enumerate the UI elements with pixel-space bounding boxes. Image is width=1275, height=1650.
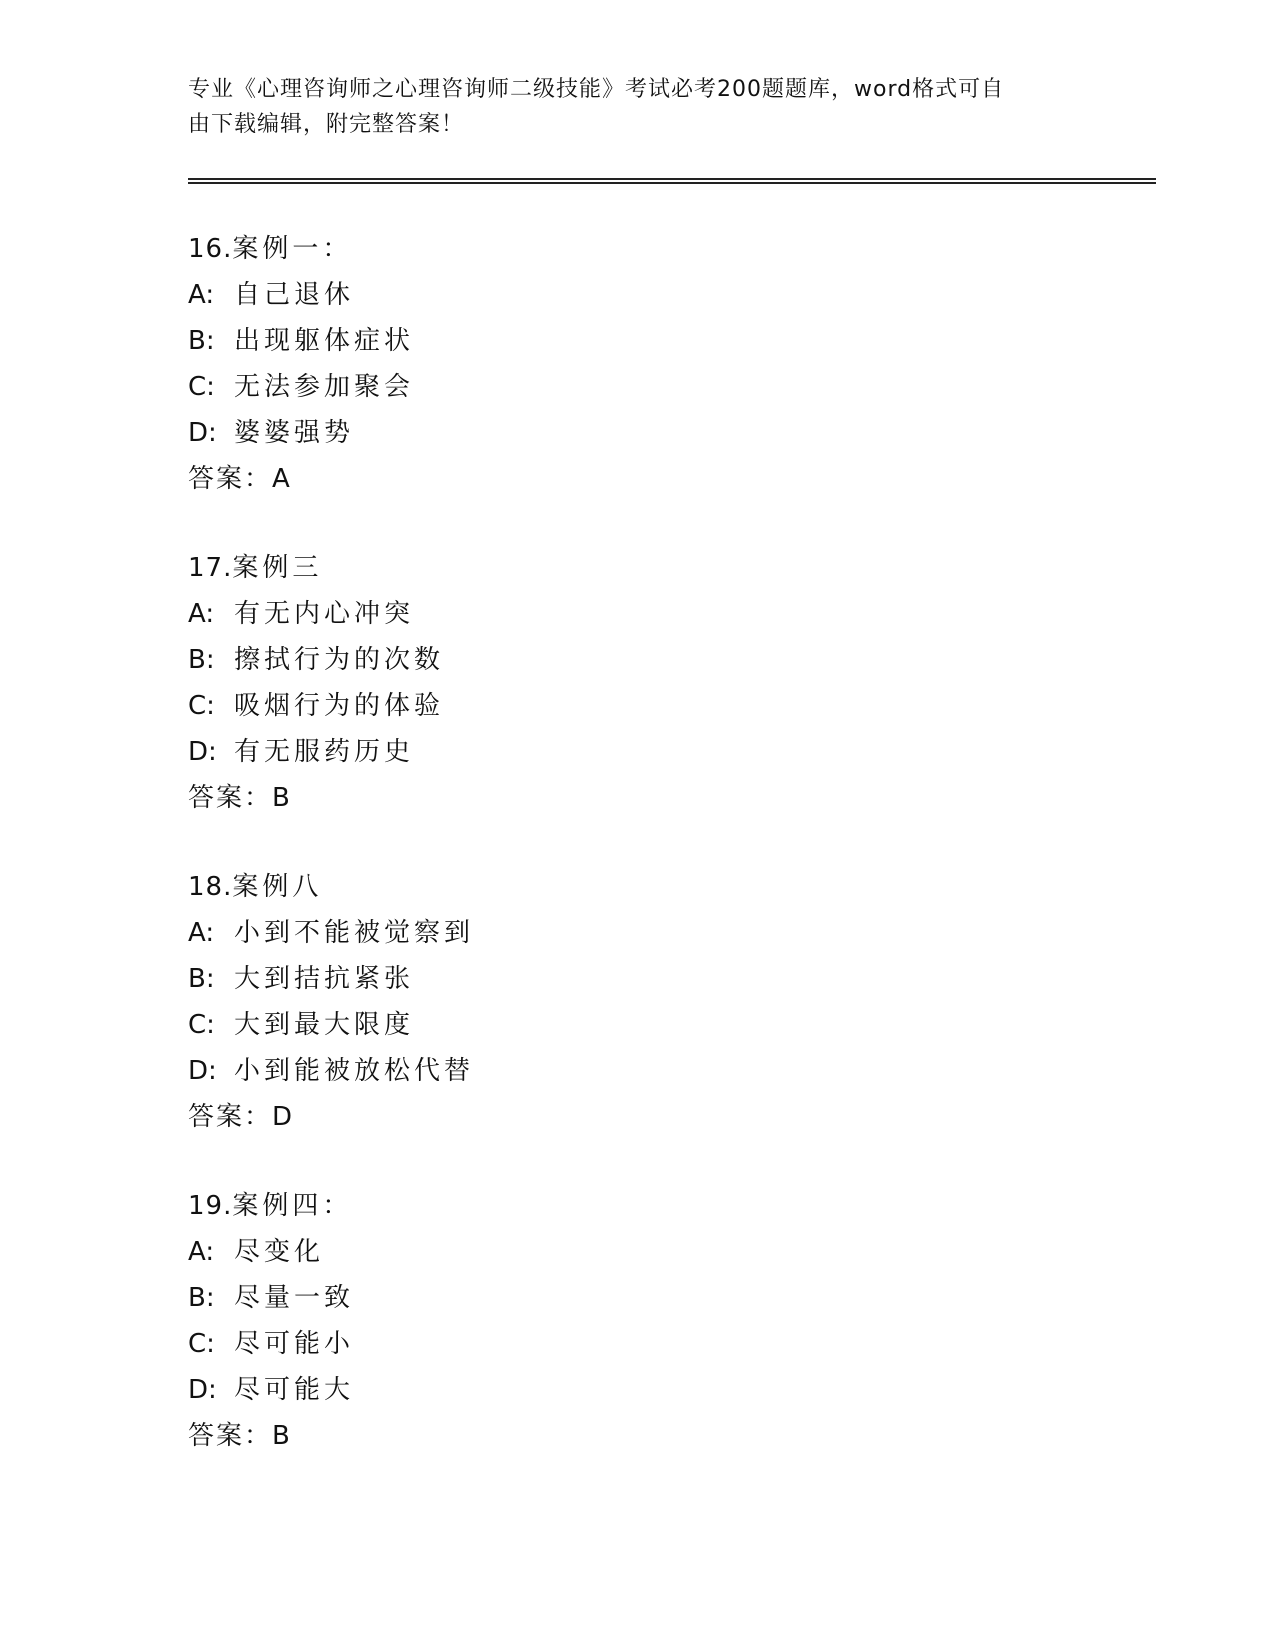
option-text: 婆婆强势 xyxy=(234,418,355,448)
question-title xyxy=(188,545,888,591)
option-text: 大到拮抗紧张 xyxy=(234,964,415,994)
option-text: 擦拭行为的次数 xyxy=(234,645,445,675)
option-c xyxy=(188,1321,888,1367)
header-line-2: 由下载编辑，附完整答案！ xyxy=(188,112,465,137)
question-title xyxy=(188,226,888,272)
option-b xyxy=(188,1275,888,1321)
option-c xyxy=(188,1002,888,1048)
answer-line: 答案：A xyxy=(188,464,292,494)
option-label: B: xyxy=(188,326,215,356)
option-text: 出现躯体症状 xyxy=(234,326,415,356)
question-18 xyxy=(188,864,888,1140)
option-text: 尽变化 xyxy=(234,1237,325,1267)
option-b xyxy=(188,637,888,683)
option-a xyxy=(188,910,888,956)
question-16 xyxy=(188,226,888,502)
question-text: 案例四： xyxy=(232,1191,353,1221)
question-number: 18. xyxy=(188,872,233,902)
answer-line: 答案：B xyxy=(188,783,292,813)
option-text: 自己退休 xyxy=(234,280,355,310)
option-label: A: xyxy=(188,918,215,948)
option-text: 尽量一致 xyxy=(234,1283,355,1313)
option-label: C: xyxy=(188,691,215,721)
option-label: C: xyxy=(188,1010,215,1040)
option-label: C: xyxy=(188,372,215,402)
answer-line: 答案：D xyxy=(188,1102,295,1132)
header-divider-top xyxy=(188,178,1156,180)
document-header xyxy=(188,72,1088,142)
option-text: 小到不能被觉察到 xyxy=(234,918,475,948)
header-divider-bottom xyxy=(188,182,1156,184)
question-number: 16. xyxy=(188,234,233,264)
question-number: 19. xyxy=(188,1191,233,1221)
question-text: 案例三 xyxy=(232,553,323,583)
option-c xyxy=(188,683,888,729)
option-label: C: xyxy=(188,1329,215,1359)
question-17 xyxy=(188,545,888,821)
question-number: 17. xyxy=(188,553,233,583)
question-title xyxy=(188,864,888,910)
option-text: 吸烟行为的体验 xyxy=(234,691,445,721)
option-text: 大到最大限度 xyxy=(234,1010,415,1040)
option-text: 小到能被放松代替 xyxy=(234,1056,475,1086)
question-text: 案例一： xyxy=(232,234,353,264)
option-a xyxy=(188,272,888,318)
option-d xyxy=(188,410,888,456)
question-19 xyxy=(188,1183,888,1459)
option-d xyxy=(188,1048,888,1094)
header-line-1: 专业《心理咨询师之心理咨询师二级技能》考试必考200题题库，word格式可自 xyxy=(188,77,1005,102)
option-label: A: xyxy=(188,280,215,310)
option-text: 有无服药历史 xyxy=(234,737,415,767)
option-a xyxy=(188,591,888,637)
option-d xyxy=(188,729,888,775)
option-b xyxy=(188,318,888,364)
option-text: 尽可能大 xyxy=(234,1375,355,1405)
option-label: D: xyxy=(188,1056,217,1086)
option-label: D: xyxy=(188,737,217,767)
option-label: D: xyxy=(188,418,217,448)
option-a xyxy=(188,1229,888,1275)
answer-line: 答案：B xyxy=(188,1421,292,1451)
option-label: D: xyxy=(188,1375,217,1405)
option-text: 尽可能小 xyxy=(234,1329,355,1359)
option-label: A: xyxy=(188,599,215,629)
option-text: 无法参加聚会 xyxy=(234,372,415,402)
option-label: B: xyxy=(188,1283,215,1313)
option-b xyxy=(188,956,888,1002)
option-label: B: xyxy=(188,645,215,675)
option-text: 有无内心冲突 xyxy=(234,599,415,629)
option-label: B: xyxy=(188,964,215,994)
option-label: A: xyxy=(188,1237,215,1267)
option-c xyxy=(188,364,888,410)
question-text: 案例八 xyxy=(232,872,323,902)
option-d xyxy=(188,1367,888,1413)
question-title xyxy=(188,1183,888,1229)
